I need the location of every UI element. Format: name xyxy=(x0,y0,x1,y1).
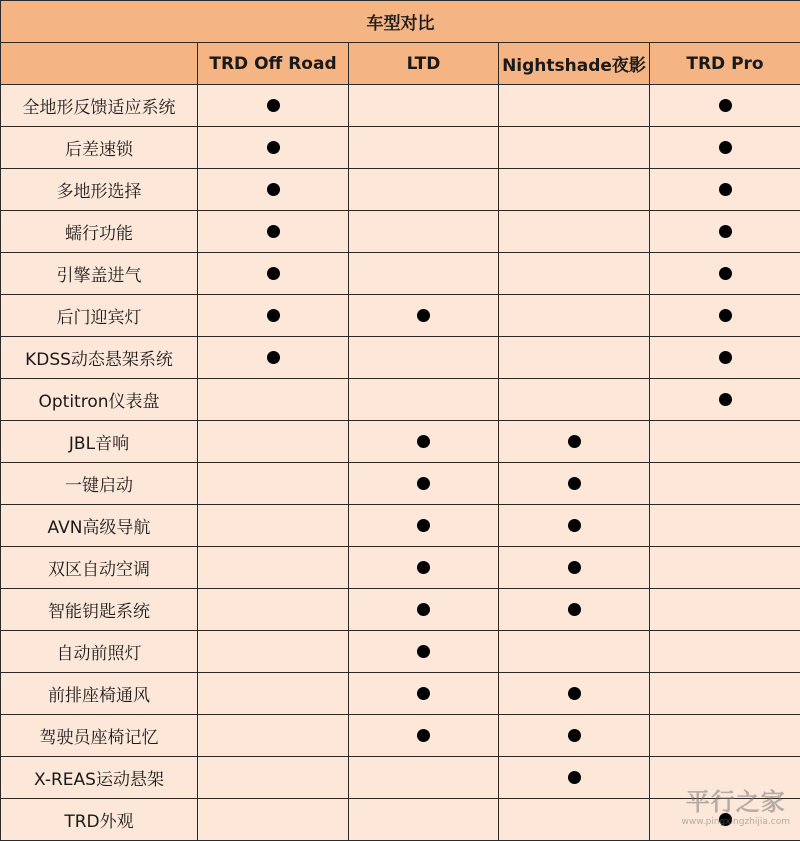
included-dot-icon xyxy=(719,393,732,406)
table-row xyxy=(1,127,800,169)
feature-cell xyxy=(650,715,800,757)
feature-label: 驾驶员座椅记忆 xyxy=(1,715,198,757)
feature-cell xyxy=(198,127,349,169)
feature-cell xyxy=(198,631,349,673)
included-dot-icon xyxy=(568,519,581,532)
feature-cell xyxy=(198,715,349,757)
feature-cell xyxy=(198,253,349,295)
feature-cell xyxy=(198,85,349,127)
included-dot-icon xyxy=(417,687,430,700)
feature-cell xyxy=(499,127,650,169)
included-dot-icon xyxy=(417,645,430,658)
included-dot-icon xyxy=(417,729,430,742)
feature-cell xyxy=(198,463,349,505)
table-row xyxy=(1,757,800,799)
feature-cell xyxy=(349,295,499,337)
table-row xyxy=(1,211,800,253)
table-row xyxy=(1,547,800,589)
feature-cell xyxy=(499,463,650,505)
included-dot-icon xyxy=(568,771,581,784)
feature-cell xyxy=(349,253,499,295)
included-dot-icon xyxy=(719,351,732,364)
table-row xyxy=(1,169,800,211)
feature-cell xyxy=(349,169,499,211)
table-row xyxy=(1,295,800,337)
feature-cell xyxy=(650,295,800,337)
included-dot-icon xyxy=(719,225,732,238)
included-dot-icon xyxy=(417,435,430,448)
table-body xyxy=(1,85,800,841)
feature-cell xyxy=(349,379,499,421)
feature-label: 双区自动空调 xyxy=(1,547,198,589)
table-row xyxy=(1,379,800,421)
feature-cell xyxy=(198,589,349,631)
feature-cell xyxy=(650,589,800,631)
feature-cell xyxy=(499,379,650,421)
feature-cell xyxy=(349,127,499,169)
feature-cell xyxy=(650,211,800,253)
feature-label: TRD外观 xyxy=(1,799,198,841)
included-dot-icon xyxy=(719,267,732,280)
table-title: 车型对比 xyxy=(1,1,800,43)
included-dot-icon xyxy=(267,141,280,154)
feature-cell xyxy=(198,505,349,547)
feature-cell xyxy=(198,379,349,421)
feature-cell xyxy=(349,337,499,379)
feature-label: 多地形选择 xyxy=(1,169,198,211)
feature-label: 智能钥匙系统 xyxy=(1,589,198,631)
included-dot-icon xyxy=(267,267,280,280)
feature-cell xyxy=(650,127,800,169)
feature-cell xyxy=(499,799,650,841)
feature-label: KDSS动态悬架系统 xyxy=(1,337,198,379)
feature-label: 全地形反馈适应系统 xyxy=(1,85,198,127)
feature-label: 自动前照灯 xyxy=(1,631,198,673)
table-row xyxy=(1,463,800,505)
included-dot-icon xyxy=(568,435,581,448)
feature-cell xyxy=(499,505,650,547)
feature-label: 后差速锁 xyxy=(1,127,198,169)
feature-cell xyxy=(650,337,800,379)
included-dot-icon xyxy=(719,309,732,322)
feature-cell xyxy=(349,463,499,505)
feature-cell xyxy=(499,169,650,211)
table-row xyxy=(1,505,800,547)
feature-cell xyxy=(349,421,499,463)
table-row xyxy=(1,253,800,295)
feature-cell xyxy=(650,421,800,463)
feature-label: 后门迎宾灯 xyxy=(1,295,198,337)
included-dot-icon xyxy=(267,225,280,238)
feature-label: X-REAS运动悬架 xyxy=(1,757,198,799)
feature-cell xyxy=(499,715,650,757)
included-dot-icon xyxy=(267,309,280,322)
feature-cell xyxy=(349,799,499,841)
feature-cell xyxy=(198,421,349,463)
feature-label: AVN高级导航 xyxy=(1,505,198,547)
table-row xyxy=(1,421,800,463)
feature-cell xyxy=(499,421,650,463)
column-header-trd-off-road: TRD Off Road xyxy=(198,43,349,85)
column-header-ltd: LTD xyxy=(349,43,499,85)
included-dot-icon xyxy=(267,351,280,364)
feature-cell xyxy=(650,463,800,505)
table-row xyxy=(1,85,800,127)
table-row xyxy=(1,715,800,757)
feature-cell xyxy=(650,379,800,421)
watermark-url: www.pingxingzhijia.com xyxy=(681,817,790,827)
feature-cell xyxy=(650,169,800,211)
feature-cell xyxy=(499,631,650,673)
feature-cell xyxy=(349,505,499,547)
included-dot-icon xyxy=(719,99,732,112)
feature-cell xyxy=(499,211,650,253)
table-row xyxy=(1,337,800,379)
header-row xyxy=(1,43,800,85)
feature-cell xyxy=(198,211,349,253)
title-row xyxy=(1,1,800,43)
feature-cell xyxy=(349,715,499,757)
feature-cell xyxy=(198,337,349,379)
included-dot-icon xyxy=(568,687,581,700)
included-dot-icon xyxy=(417,309,430,322)
feature-label: 前排座椅通风 xyxy=(1,673,198,715)
feature-cell xyxy=(349,85,499,127)
column-header-feature xyxy=(1,43,198,85)
feature-cell xyxy=(499,337,650,379)
feature-label: 引擎盖进气 xyxy=(1,253,198,295)
included-dot-icon xyxy=(267,183,280,196)
feature-label: Optitron仪表盘 xyxy=(1,379,198,421)
feature-cell xyxy=(349,631,499,673)
column-header-trd-pro: TRD Pro xyxy=(650,43,800,85)
included-dot-icon xyxy=(267,99,280,112)
feature-cell xyxy=(650,547,800,589)
feature-cell xyxy=(650,85,800,127)
watermark-text: 平行之家 xyxy=(681,782,790,817)
feature-cell xyxy=(198,799,349,841)
included-dot-icon xyxy=(568,603,581,616)
feature-cell xyxy=(650,505,800,547)
feature-cell xyxy=(499,673,650,715)
feature-cell xyxy=(499,757,650,799)
column-header-nightshade: Nightshade夜影 xyxy=(499,43,650,85)
table-row xyxy=(1,799,800,841)
feature-cell xyxy=(198,169,349,211)
feature-cell xyxy=(349,589,499,631)
feature-cell xyxy=(349,211,499,253)
feature-cell xyxy=(499,295,650,337)
table-row xyxy=(1,589,800,631)
feature-cell xyxy=(650,673,800,715)
included-dot-icon xyxy=(568,477,581,490)
included-dot-icon xyxy=(417,561,430,574)
feature-cell xyxy=(198,673,349,715)
feature-cell xyxy=(198,295,349,337)
feature-cell xyxy=(349,547,499,589)
included-dot-icon xyxy=(568,729,581,742)
feature-label: 一键启动 xyxy=(1,463,198,505)
feature-cell xyxy=(650,631,800,673)
included-dot-icon xyxy=(719,141,732,154)
feature-cell xyxy=(349,673,499,715)
included-dot-icon xyxy=(568,561,581,574)
included-dot-icon xyxy=(719,183,732,196)
feature-cell xyxy=(499,85,650,127)
feature-cell xyxy=(499,547,650,589)
feature-cell xyxy=(349,757,499,799)
feature-label: JBL音响 xyxy=(1,421,198,463)
table-row xyxy=(1,673,800,715)
included-dot-icon xyxy=(417,603,430,616)
watermark-logo xyxy=(681,782,790,827)
feature-cell xyxy=(198,547,349,589)
included-dot-icon xyxy=(417,519,430,532)
feature-label: 蠕行功能 xyxy=(1,211,198,253)
feature-cell xyxy=(650,253,800,295)
included-dot-icon xyxy=(417,477,430,490)
table-row xyxy=(1,631,800,673)
feature-cell xyxy=(198,757,349,799)
feature-cell xyxy=(499,253,650,295)
feature-cell xyxy=(499,589,650,631)
